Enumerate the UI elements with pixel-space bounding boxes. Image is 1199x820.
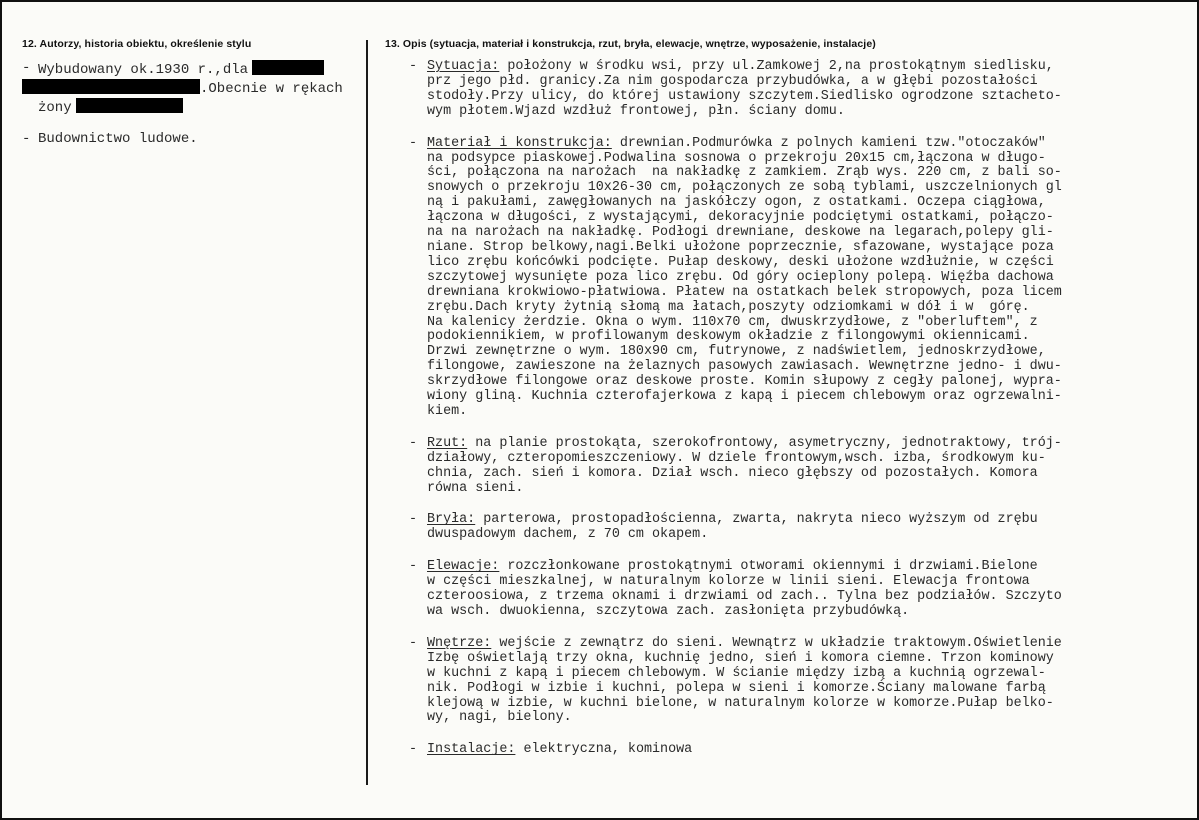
redaction-block xyxy=(252,60,324,75)
history-entry-construction: - Wybudowany ok.1930 r.,dla .Obecnie w rękach żony xyxy=(22,60,343,116)
style-text: Budownictwo ludowe. xyxy=(38,131,198,147)
history-entry-style: - Budownictwo ludowe. xyxy=(22,131,362,148)
section-sytuacja: - Sytuacja: położony w środku wsi, przy ul.Zamkowej 2,na prostokątnym siedlisku, prz jego płd. granicy.Za nim gospodarcza przybudówka, a w głębi pozostałości stodoły.Przy ulicy, do której ustawiony szczytem.Siedlisko ogrodzone sztacheto- wym płotem.Wjazd wzdłuż frontowej, płn. ściany domu. xyxy=(409,59,1062,119)
redaction-block xyxy=(22,79,200,94)
section-heading: Bryła: xyxy=(427,512,476,528)
section-heading: Rzut: xyxy=(427,435,468,451)
section-heading: Elewacje: xyxy=(427,559,500,575)
section-instalacje: - Instalacje: elektryczna, kominowa xyxy=(409,742,693,758)
history-line-2: .Obecnie w rękach xyxy=(200,81,343,97)
section-material: - Materiał i konstrukcja: drewnian.Podmurówka z polnych kamieni tzw."otoczaków" na podsypce piaskowej.Podwalina sosnowa o przekroju 20x15 cm,łączona w długo- ści, połączona na narożach na nakładkę z zamkiem. Zrąb wys. 220 cm, z bali so- snowych o przekroju 10x26-30 cm, połączonych ze sobą tyblami, uszczelnionych gl ną i pakułami, zawęgłowanych na jaskółczy ogon, z ostatkami. Oczepa ciągłowa, łączona w długości, z wystającymi, dekoracyjnie podciętymi ostatkami, połączo- na na narożach na nakładkę. Podłogi drewniane, deskowe na legarach,polepy gli- niane. Strop belkowy,nagi.Belki ułożone poprzecznie, sfazowane, wystające poza lico zrębu końcówki podcięte. Pułap deskowy, deski ułożone wzdłużnie, w części szczytowej wysunięte poza lico zrębu. Od góry ocieplony polepą. Więźba dachowa drewniana krokwiowo-płatwiowa. Płatew na ostatkach belek stropowych, poza licem zrębu.Dach kryty żytnią słomą ma łatach,poszyty odziomkami w dół i w górę. Na kalenicy żerdzie. Okna o wym. 110x70 cm, dwuskrzydłowe, z "oberluftem", z podokiennikiem, w profilowanym deskowym okładzie z filongowymi okiennicami. Drzwi zewnętrzne o wym. 180x90 cm, futrynowe, z nadświetlem, jednoskrzydłowe, filongowe, zawieszone na żelaznych pasowych zawiasach. Wewnętrzne jedno- i dwu- skrzydłowe filongowe oraz deskowe proste. Komin słupowy z cegły palonej, wypra- wiony gliną. Kuchnia czterofajerkowa z kapą i piecem chlebowym oraz ogrzewalni- kiem. xyxy=(409,135,1062,419)
section-heading: Sytuacja: xyxy=(427,59,500,74)
column-divider xyxy=(366,40,368,785)
history-column xyxy=(22,60,362,148)
section-13-header: 13. Opis (sytuacja, materiał i konstrukcja, rzut, bryła, elewacje, wnętrze, wyposażenie, instalacje) xyxy=(385,38,876,50)
history-line-3: żony xyxy=(38,100,72,116)
section-heading: Instalacje: xyxy=(427,742,516,758)
history-line-1: Wybudowany ok.1930 r.,dla xyxy=(38,62,249,78)
section-rzut: - Rzut: na planie prostokąta, szerokofrontowy, asymetryczny, jednotraktowy, trój- działowy, czteropomieszczeniowy. W dziele frontowym,wsch. izba, środkowym ku- chnia, zach. sień i komora. Dział wsch. nieco głębszy od pozostałych. Komora równa sieni. xyxy=(409,435,1062,496)
section-wnetrze: - Wnętrze: wejście z zewnątrz do sieni. Wewnątrz w układzie traktowym.Oświetlenie Izbę oświetlają trzy okna, kuchnię jedno, sień i komora ciemne. Trzon kominowy w kuchni z kapą i piecem chlebowym. W ścianie między izbą a kuchnią ogrzewal- nik. Podłogi w izbie i kuchni, polepa w sieni i komorze.Ściany malowane farbą klejową w izbie, w kuchni bielone, w naturalnym kolorze w komorze.Pułap belko- wy, nagi, bielony. xyxy=(409,635,1062,726)
section-heading: Wnętrze: xyxy=(427,635,492,651)
section-heading: Materiał i konstrukcja: xyxy=(427,135,612,151)
description-column xyxy=(409,60,1184,775)
section-bryla: - Bryła: parterowa, prostopadłościenna, zwarta, nakryta nieco wyższym od zrębu dwuspadowym dachem, z 70 cm okapem. xyxy=(409,512,1038,543)
section-elewacje: - Elewacje: rozczłonkowane prostokątnymi otworami okiennymi i drzwiami.Bielone w części mieszkalnej, w naturalnym kolorze w linii sieni. Elewacja frontowa czteroosiowa, z trzema oknami i drzwiami od zach.. Tylna bez podziałów. Szczyto wa wsch. dwuokienna, szczytowa zach. zasłonięta przybudówką. xyxy=(409,559,1062,619)
redaction-block xyxy=(76,98,183,113)
section-12-header: 12. Autorzy, historia obiektu, określenie stylu xyxy=(22,38,252,50)
